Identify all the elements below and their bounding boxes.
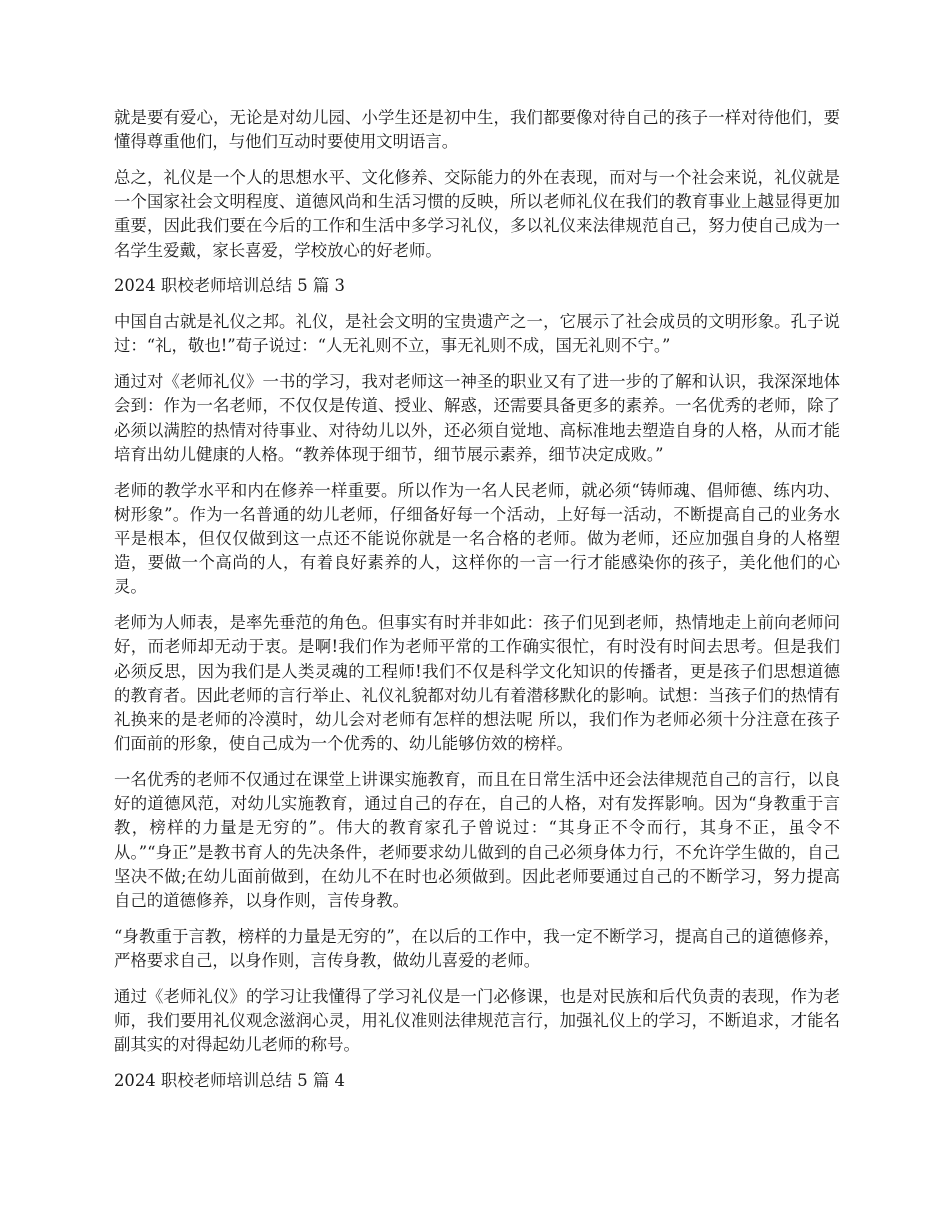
paragraph: “身教重于言教，榜样的力量是无穷的”，在以后的工作中，我一定不断学习，提高自己的道德修养，严格要求自己，以身作则，言传身教，做幼儿喜爱的老师。 (114, 926, 840, 971)
section-heading: 2024 职校老师培训总结 5 篇 4 (114, 1071, 345, 1091)
paragraph: 一名优秀的老师不仅通过在课堂上讲课实施教育，而且在日常生活中还会法律规范自己的言行，以良好的道德风范，对幼儿实施教育，通过自己的存在，自己的人格，对有发挥影响。因为“身教重于言教，榜样的力量是无穷的”。伟大的教育家孔子曾说过：“其身正不令而行，其身不正，虽令不从。”“身正”是教书育人的先决条件，老师要求幼儿做到的自己必须身体力行，不允许学生做的，自己坚决不做;在幼儿面前做到，在幼儿不在时也必须做到。因此老师要通过自己的不断学习，努力提高自己的道德修养，以身作则，言传身教。 (114, 770, 840, 911)
paragraph: 通过对《老师礼仪》一书的学习，我对老师这一神圣的职业又有了进一步的了解和认识，我深深地体会到：作为一名老师，不仅仅是传道、授业、解惑，还需要具备更多的素养。一名优秀的老师，除了必须以满腔的热情对待事业、对待幼儿以外，还必须自觉地、高标准地去塑造自身的人格，从而才能培育出幼儿健康的人格。“教养体现于细节，细节展示素养，细节决定成败。” (114, 372, 840, 464)
section-heading: 2024 职校老师培训总结 5 篇 3 (114, 276, 345, 296)
paragraph: 老师为人师表，是率先垂范的角色。但事实有时并非如此：孩子们见到老师，热情地走上前向老师问好，而老师却无动于衷。是啊!我们作为老师平常的工作确实很忙，有时没有时间去思考。但是我们必须反思，因为我们是人类灵魂的工程师!我们不仅是科学文化知识的传播者，更是孩子们思想道德的教育者。因此老师的言行举止、礼仪礼貌都对幼儿有着潜移默化的影响。试想：当孩子们的热情有礼换来的是老师的冷漠时，幼儿会对老师有怎样的想法呢 所以，我们作为老师必须十分注意在孩子们面前的形象，使自己成为一个优秀的、幼儿能够仿效的榜样。 (114, 613, 840, 754)
paragraph: 总之，礼仪是一个人的思想水平、文化修养、交际能力的外在表现，而对与一个社会来说，礼仪就是一个国家社会文明程度、道德风尚和生活习惯的反映，所以老师礼仪在我们的教育事业上越显得更加重要，因此我们要在今后的工作和生活中多学习礼仪，多以礼仪来法律规范自己，努力使自己成为一名学生爱戴，家长喜爱，学校放心的好老师。 (114, 168, 840, 260)
document-body (114, 106, 840, 1105)
paragraph: 通过《老师礼仪》的学习让我懂得了学习礼仪是一门必修课，也是对民族和后代负责的表现，作为老师，我们要用礼仪观念滋润心灵，用礼仪准则法律规范言行，加强礼仪上的学习，不断追求，才能名副其实的对得起幼儿老师的称号。 (114, 986, 840, 1055)
paragraph: 中国自古就是礼仪之邦。礼仪，是社会文明的宝贵遗产之一，它展示了社会成员的文明形象。孔子说过：“礼，敬也!”荀子说过：“人无礼则不立，事无礼则不成，国无礼则不宁。” (114, 312, 840, 356)
paragraph: 老师的教学水平和内在修养一样重要。所以作为一名人民老师，就必须“铸师魂、倡师德、练内功、树形象”。作为一名普通的幼儿老师，仔细备好每一个活动，上好每一活动，不断提高自己的业务水平是根本，但仅仅做到这一点还不能说你就是一名合格的老师。做为老师，还应加强自身的人格塑造，要做一个高尚的人，有着良好素养的人，这样你的一言一行才能感染你的孩子，美化他们的心灵。 (114, 480, 840, 597)
paragraph: 就是要有爱心，无论是对幼儿园、小学生还是初中生，我们都要像对待自己的孩子一样对待他们，要懂得尊重他们，与他们互动时要使用文明语言。 (114, 108, 840, 152)
